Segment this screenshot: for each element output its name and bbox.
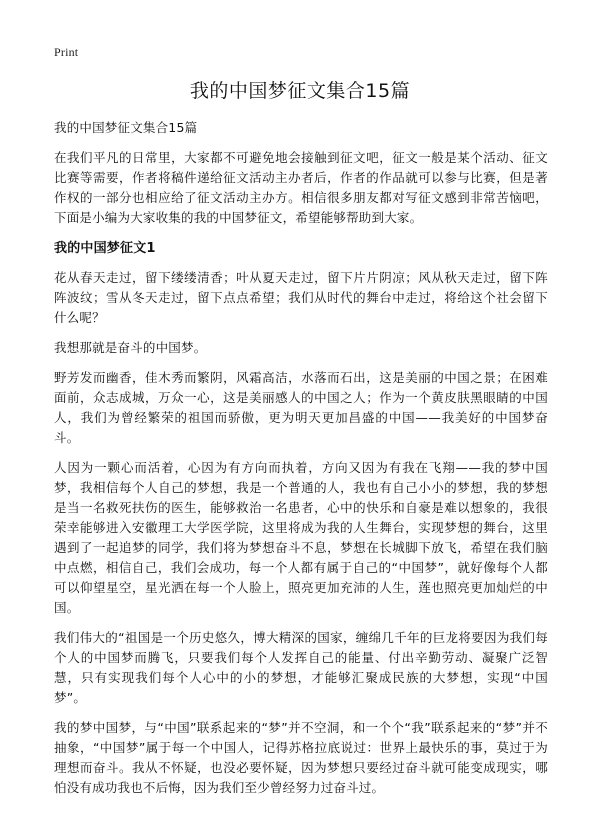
body-paragraph-6: 我的梦中国梦，与“中国”联系起来的“梦”并不空洞，和一个个“我”联系起来的“梦”并不抽象，“中国梦”属于每一个中国人，记得苏格拉底说过：世界上最快乐的事，莫过于为理想而奋斗。我从不怀疑，也没必要怀疑，因为梦想只要经过奋斗就可能变成现实，哪怕没有成功我也不后悔，因为我们至少曾经努力过奋斗过。 [54, 720, 548, 795]
body-paragraph-5: 我们伟大的“祖国是一个历史悠久，博大精深的国家，缠绵几千年的巨龙将要因为我们每个人的中国梦而腾飞，只要我们每个人发挥自己的能量、付出辛勤劳动、凝聚广泛智慧，只有实现我们每个人心中的小的梦想，才能够汇聚成民族的大梦想，实现“中国梦”。 [54, 630, 548, 705]
print-label: Print [54, 45, 79, 59]
body-paragraph-2: 我想那就是奋斗的中国梦。 [54, 340, 207, 355]
document-subtitle: 我的中国梦征文集合15篇 [54, 120, 198, 135]
body-paragraph-3: 野芳发而幽香，佳木秀而繁阴，风霜高洁，水落而石出，这是美丽的中国之景；在困难面前，众志成城，万众一心，这是美丽感人的中国之人；作为一个黄皮肤黑眼睛的中国人，我们为曾经繁荣的祖国而骄傲，更为明天更加昌盛的中国——我美好的中国梦奋斗。 [54, 370, 548, 445]
body-paragraph-4: 人因为一颗心而活着，心因为有方向而执着，方向又因为有我在飞翔——我的梦中国梦，我相信每个人自己的梦想，我是一个普通的人，我也有自己小小的梦想，我的梦想是当一名救死扶伤的医生，能够救治一名患者，心中的快乐和自豪是难以想象的，我很荣幸能够进入安徽理工大学医学院，这里将成为我的人生舞台，实现梦想的舞台，这里遇到了一起追梦的同学，我们将为梦想奋斗不息，梦想在长城脚下放飞，希望在我们脑中点燃，相信自己，我们会成功，每一个人都有属于自己的“中国梦”，就好像每个人都可以仰望星空，星光洒在每一个人脸上，照亮更加充沛的人生，莲也照亮更加灿烂的中国。 [54, 460, 548, 615]
intro-paragraph: 在我们平凡的日常里，大家都不可避免地会接触到征文吧，征文一般是某个活动、征文比赛等需要，作者将稿件递给征文活动主办者后，作者的作品就可以参与比赛，但是著作权的一部分也相应给了征文活动主办方。相信很多朋友都对写征文感到非常苦恼吧，下面是小编为大家收集的我的中国梦征文，希望能够帮助到大家。 [54, 150, 548, 225]
section-heading: 我的中国梦征文1 [54, 241, 156, 256]
document-body [54, 118, 548, 808]
document-title: 我的中国梦征文集合15篇 [189, 80, 411, 102]
body-paragraph-1: 花从春天走过，留下缕缕清香；叶从夏天走过，留下片片阴凉；风从秋天走过，留下阵阵波纹；雪从冬天走过，留下点点希望；我们从时代的舞台中走过，将给这个社会留下什么呢？ [54, 270, 548, 325]
